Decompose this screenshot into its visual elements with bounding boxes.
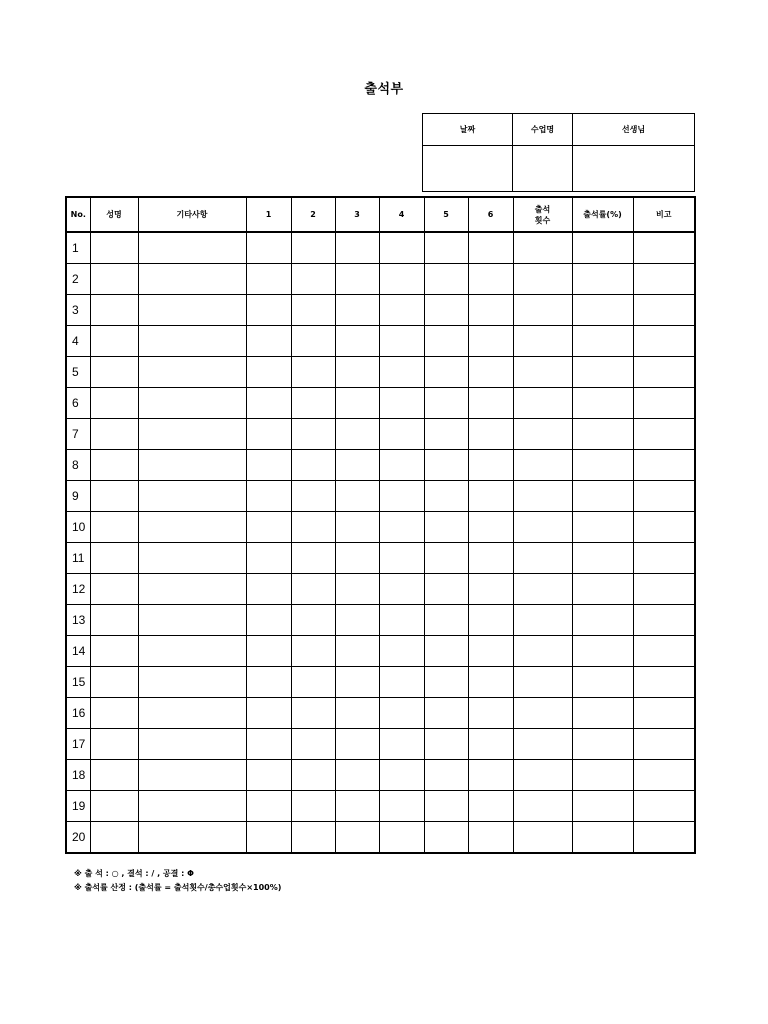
session-2-cell[interactable] (291, 512, 335, 543)
name-cell[interactable] (90, 264, 138, 295)
attendance-count-cell[interactable] (513, 481, 572, 512)
session-4-cell[interactable] (379, 543, 424, 574)
session-3-cell[interactable] (335, 574, 379, 605)
row-number: 20 (66, 822, 90, 854)
table-row (66, 791, 695, 822)
session-2-cell[interactable] (291, 357, 335, 388)
session-6-cell[interactable] (468, 419, 513, 450)
col-header-attendance-count: 출석 횟수 (513, 197, 572, 232)
name-cell[interactable] (90, 232, 138, 264)
table-row (66, 388, 695, 419)
row-number: 18 (66, 760, 90, 791)
session-5-cell[interactable] (424, 574, 468, 605)
session-3-cell[interactable] (335, 295, 379, 326)
session-1-cell[interactable] (246, 295, 291, 326)
session-4-cell[interactable] (379, 574, 424, 605)
notes-cell[interactable] (633, 698, 695, 729)
notes-cell[interactable] (633, 667, 695, 698)
attendance-count-cell[interactable] (513, 326, 572, 357)
session-6-cell[interactable] (468, 760, 513, 791)
session-2-cell[interactable] (291, 264, 335, 295)
notes-cell[interactable] (633, 791, 695, 822)
session-1-cell[interactable] (246, 388, 291, 419)
session-2-cell[interactable] (291, 326, 335, 357)
session-4-cell[interactable] (379, 605, 424, 636)
session-1-cell[interactable] (246, 729, 291, 760)
session-6-cell[interactable] (468, 264, 513, 295)
row-number: 1 (66, 232, 90, 264)
attendance-rate-cell[interactable] (572, 729, 633, 760)
session-4-cell[interactable] (379, 822, 424, 854)
session-1-cell[interactable] (246, 822, 291, 854)
notes-cell[interactable] (633, 481, 695, 512)
session-6-cell[interactable] (468, 481, 513, 512)
attendance-count-cell[interactable] (513, 357, 572, 388)
remarks-cell[interactable] (138, 636, 246, 667)
session-6-cell[interactable] (468, 791, 513, 822)
table-row (66, 636, 695, 667)
notes-cell[interactable] (633, 605, 695, 636)
row-number: 4 (66, 326, 90, 357)
remarks-cell[interactable] (138, 295, 246, 326)
name-cell[interactable] (90, 605, 138, 636)
attendance-rate-cell[interactable] (572, 760, 633, 791)
remarks-cell[interactable] (138, 605, 246, 636)
name-cell[interactable] (90, 419, 138, 450)
notes-cell[interactable] (633, 388, 695, 419)
table-row (66, 543, 695, 574)
session-1-cell[interactable] (246, 636, 291, 667)
name-cell[interactable] (90, 729, 138, 760)
session-6-cell[interactable] (468, 822, 513, 854)
col-header-session-1: 1 (246, 197, 291, 232)
session-2-cell[interactable] (291, 605, 335, 636)
attendance-count-cell[interactable] (513, 605, 572, 636)
remarks-cell[interactable] (138, 574, 246, 605)
notes-cell[interactable] (633, 822, 695, 854)
remarks-cell[interactable] (138, 667, 246, 698)
attendance-rate-cell[interactable] (572, 822, 633, 854)
session-1-cell[interactable] (246, 543, 291, 574)
session-5-cell[interactable] (424, 295, 468, 326)
attendance-count-cell[interactable] (513, 512, 572, 543)
attendance-count-cell[interactable] (513, 232, 572, 264)
session-6-cell[interactable] (468, 667, 513, 698)
row-number: 7 (66, 419, 90, 450)
session-1-cell[interactable] (246, 791, 291, 822)
remarks-cell[interactable] (138, 326, 246, 357)
attendance-rate-cell[interactable] (572, 388, 633, 419)
session-2-cell[interactable] (291, 450, 335, 481)
session-4-cell[interactable] (379, 357, 424, 388)
table-row (66, 232, 695, 264)
teacher-header: 선생님 (573, 114, 695, 146)
session-6-cell[interactable] (468, 636, 513, 667)
remarks-cell[interactable] (138, 481, 246, 512)
attendance-legend: ※ 출 석 : ○ , 결석 : / , 공결 : Φ (74, 869, 194, 878)
session-2-cell[interactable] (291, 388, 335, 419)
session-6-cell[interactable] (468, 295, 513, 326)
name-cell[interactable] (90, 760, 138, 791)
table-row (66, 326, 695, 357)
name-cell[interactable] (90, 667, 138, 698)
session-6-cell[interactable] (468, 450, 513, 481)
name-cell[interactable] (90, 295, 138, 326)
name-cell[interactable] (90, 698, 138, 729)
class-info-table (422, 113, 695, 192)
attendance-rate-cell[interactable] (572, 419, 633, 450)
attendance-rate-cell[interactable] (572, 574, 633, 605)
name-cell[interactable] (90, 636, 138, 667)
remarks-cell[interactable] (138, 232, 246, 264)
session-4-cell[interactable] (379, 791, 424, 822)
session-3-cell[interactable] (335, 264, 379, 295)
attendance-count-cell[interactable] (513, 822, 572, 854)
session-2-cell[interactable] (291, 667, 335, 698)
session-1-cell[interactable] (246, 357, 291, 388)
attendance-count-cell[interactable] (513, 791, 572, 822)
session-6-cell[interactable] (468, 512, 513, 543)
remarks-cell[interactable] (138, 760, 246, 791)
table-row (66, 698, 695, 729)
session-1-cell[interactable] (246, 326, 291, 357)
notes-cell[interactable] (633, 574, 695, 605)
session-5-cell[interactable] (424, 791, 468, 822)
name-cell[interactable] (90, 822, 138, 854)
session-3-cell[interactable] (335, 760, 379, 791)
session-6-cell[interactable] (468, 729, 513, 760)
table-row (66, 419, 695, 450)
name-cell[interactable] (90, 791, 138, 822)
notes-cell[interactable] (633, 419, 695, 450)
remarks-cell[interactable] (138, 791, 246, 822)
session-5-cell[interactable] (424, 357, 468, 388)
attendance-count-cell[interactable] (513, 450, 572, 481)
row-number: 19 (66, 791, 90, 822)
row-number: 13 (66, 605, 90, 636)
name-cell[interactable] (90, 326, 138, 357)
notes-cell[interactable] (633, 450, 695, 481)
name-cell[interactable] (90, 481, 138, 512)
col-header-notes: 비고 (633, 197, 695, 232)
session-4-cell[interactable] (379, 760, 424, 791)
session-4-cell[interactable] (379, 232, 424, 264)
table-row (66, 667, 695, 698)
row-number: 12 (66, 574, 90, 605)
session-5-cell[interactable] (424, 232, 468, 264)
session-3-cell[interactable] (335, 667, 379, 698)
table-row (66, 574, 695, 605)
session-5-cell[interactable] (424, 450, 468, 481)
session-5-cell[interactable] (424, 388, 468, 419)
notes (74, 867, 281, 895)
session-1-cell[interactable] (246, 512, 291, 543)
remarks-cell[interactable] (138, 388, 246, 419)
session-1-cell[interactable] (246, 450, 291, 481)
attendance-rate-cell[interactable] (572, 326, 633, 357)
notes-cell[interactable] (633, 264, 695, 295)
session-2-cell[interactable] (291, 232, 335, 264)
session-6-cell[interactable] (468, 574, 513, 605)
name-cell[interactable] (90, 450, 138, 481)
attendance-rate-cell[interactable] (572, 481, 633, 512)
attendance-rate-cell[interactable] (572, 543, 633, 574)
session-4-cell[interactable] (379, 698, 424, 729)
session-3-cell[interactable] (335, 357, 379, 388)
session-2-cell[interactable] (291, 419, 335, 450)
row-number: 16 (66, 698, 90, 729)
session-3-cell[interactable] (335, 419, 379, 450)
notes-cell[interactable] (633, 326, 695, 357)
session-4-cell[interactable] (379, 636, 424, 667)
date-cell[interactable] (423, 146, 513, 192)
name-cell[interactable] (90, 512, 138, 543)
date-header: 날짜 (423, 114, 513, 146)
session-1-cell[interactable] (246, 481, 291, 512)
notes-cell[interactable] (633, 357, 695, 388)
row-number: 10 (66, 512, 90, 543)
remarks-cell[interactable] (138, 698, 246, 729)
attendance-rate-cell[interactable] (572, 264, 633, 295)
table-row (66, 295, 695, 326)
table-row (66, 512, 695, 543)
row-number: 2 (66, 264, 90, 295)
session-5-cell[interactable] (424, 636, 468, 667)
table-row (66, 357, 695, 388)
session-1-cell[interactable] (246, 760, 291, 791)
notes-cell[interactable] (633, 636, 695, 667)
attendance-count-cell[interactable] (513, 419, 572, 450)
col-header-session-2: 2 (291, 197, 335, 232)
session-2-cell[interactable] (291, 791, 335, 822)
remarks-cell[interactable] (138, 512, 246, 543)
table-row (66, 822, 695, 854)
attendance-count-cell[interactable] (513, 760, 572, 791)
attendance-rate-cell[interactable] (572, 295, 633, 326)
col-header-attendance-rate: 출석률(%) (572, 197, 633, 232)
session-2-cell[interactable] (291, 636, 335, 667)
session-5-cell[interactable] (424, 512, 468, 543)
session-5-cell[interactable] (424, 543, 468, 574)
session-3-cell[interactable] (335, 605, 379, 636)
session-6-cell[interactable] (468, 357, 513, 388)
table-row (66, 760, 695, 791)
col-header-name: 성명 (90, 197, 138, 232)
attendance-count-cell[interactable] (513, 295, 572, 326)
session-5-cell[interactable] (424, 605, 468, 636)
row-number: 17 (66, 729, 90, 760)
session-4-cell[interactable] (379, 481, 424, 512)
notes-cell[interactable] (633, 232, 695, 264)
attendance-count-cell[interactable] (513, 543, 572, 574)
table-row (66, 481, 695, 512)
session-3-cell[interactable] (335, 822, 379, 854)
session-3-cell[interactable] (335, 729, 379, 760)
session-3-cell[interactable] (335, 232, 379, 264)
attendance-rate-cell[interactable] (572, 636, 633, 667)
page-title: 출석부 (364, 82, 404, 97)
attendance-count-cell[interactable] (513, 636, 572, 667)
session-6-cell[interactable] (468, 605, 513, 636)
session-5-cell[interactable] (424, 326, 468, 357)
session-3-cell[interactable] (335, 543, 379, 574)
attendance-count-cell[interactable] (513, 574, 572, 605)
attendance-rate-cell[interactable] (572, 357, 633, 388)
notes-cell[interactable] (633, 760, 695, 791)
row-number: 3 (66, 295, 90, 326)
row-number: 5 (66, 357, 90, 388)
table-row (66, 264, 695, 295)
remarks-cell[interactable] (138, 729, 246, 760)
attendance-count-cell[interactable] (513, 729, 572, 760)
session-6-cell[interactable] (468, 232, 513, 264)
session-6-cell[interactable] (468, 698, 513, 729)
session-2-cell[interactable] (291, 698, 335, 729)
row-number: 6 (66, 388, 90, 419)
notes-cell[interactable] (633, 543, 695, 574)
session-5-cell[interactable] (424, 822, 468, 854)
session-5-cell[interactable] (424, 667, 468, 698)
row-number: 9 (66, 481, 90, 512)
session-2-cell[interactable] (291, 574, 335, 605)
class-name-header: 수업명 (513, 114, 573, 146)
table-header-row (66, 197, 695, 232)
session-5-cell[interactable] (424, 760, 468, 791)
session-6-cell[interactable] (468, 388, 513, 419)
session-6-cell[interactable] (468, 326, 513, 357)
attendance-count-cell[interactable] (513, 667, 572, 698)
notes-cell[interactable] (633, 512, 695, 543)
session-4-cell[interactable] (379, 388, 424, 419)
row-number: 11 (66, 543, 90, 574)
col-header-session-5: 5 (424, 197, 468, 232)
session-2-cell[interactable] (291, 822, 335, 854)
session-3-cell[interactable] (335, 481, 379, 512)
session-4-cell[interactable] (379, 729, 424, 760)
attendance-rate-cell[interactable] (572, 232, 633, 264)
session-1-cell[interactable] (246, 419, 291, 450)
attendance-rate-cell[interactable] (572, 450, 633, 481)
attendance-rate-cell[interactable] (572, 512, 633, 543)
session-3-cell[interactable] (335, 636, 379, 667)
attendance-rate-cell[interactable] (572, 791, 633, 822)
col-header-session-4: 4 (379, 197, 424, 232)
session-4-cell[interactable] (379, 667, 424, 698)
session-4-cell[interactable] (379, 295, 424, 326)
session-4-cell[interactable] (379, 512, 424, 543)
remarks-cell[interactable] (138, 419, 246, 450)
attendance-rate-cell[interactable] (572, 667, 633, 698)
session-1-cell[interactable] (246, 574, 291, 605)
session-5-cell[interactable] (424, 481, 468, 512)
remarks-cell[interactable] (138, 543, 246, 574)
session-1-cell[interactable] (246, 264, 291, 295)
col-header-session-3: 3 (335, 197, 379, 232)
session-3-cell[interactable] (335, 512, 379, 543)
remarks-cell[interactable] (138, 822, 246, 854)
session-5-cell[interactable] (424, 698, 468, 729)
session-3-cell[interactable] (335, 698, 379, 729)
session-1-cell[interactable] (246, 698, 291, 729)
col-header-remarks: 기타사항 (138, 197, 246, 232)
col-header-no: No. (66, 197, 90, 232)
session-5-cell[interactable] (424, 729, 468, 760)
col-header-session-6: 6 (468, 197, 513, 232)
session-1-cell[interactable] (246, 232, 291, 264)
teacher-cell[interactable] (573, 146, 695, 192)
session-3-cell[interactable] (335, 450, 379, 481)
row-number: 15 (66, 667, 90, 698)
attendance-count-cell[interactable] (513, 388, 572, 419)
name-cell[interactable] (90, 357, 138, 388)
session-4-cell[interactable] (379, 419, 424, 450)
row-number: 8 (66, 450, 90, 481)
remarks-cell[interactable] (138, 450, 246, 481)
attendance-count-cell[interactable] (513, 698, 572, 729)
table-row (66, 729, 695, 760)
row-number: 14 (66, 636, 90, 667)
name-cell[interactable] (90, 543, 138, 574)
session-3-cell[interactable] (335, 388, 379, 419)
name-cell[interactable] (90, 388, 138, 419)
session-1-cell[interactable] (246, 605, 291, 636)
session-2-cell[interactable] (291, 543, 335, 574)
table-row (66, 450, 695, 481)
name-cell[interactable] (90, 574, 138, 605)
class-name-cell[interactable] (513, 146, 573, 192)
table-row (66, 605, 695, 636)
session-4-cell[interactable] (379, 264, 424, 295)
session-2-cell[interactable] (291, 729, 335, 760)
attendance-table (65, 196, 696, 854)
notes-cell[interactable] (633, 729, 695, 760)
attendance-rate-formula: ※ 출석률 산정 : (출석률 = 출석횟수/총수업횟수×100%) (74, 883, 282, 892)
session-3-cell[interactable] (335, 791, 379, 822)
session-2-cell[interactable] (291, 481, 335, 512)
session-3-cell[interactable] (335, 326, 379, 357)
session-5-cell[interactable] (424, 264, 468, 295)
notes-cell[interactable] (633, 295, 695, 326)
session-6-cell[interactable] (468, 543, 513, 574)
session-2-cell[interactable] (291, 760, 335, 791)
remarks-cell[interactable] (138, 357, 246, 388)
session-5-cell[interactable] (424, 419, 468, 450)
remarks-cell[interactable] (138, 264, 246, 295)
attendance-rate-cell[interactable] (572, 605, 633, 636)
attendance-count-cell[interactable] (513, 264, 572, 295)
session-4-cell[interactable] (379, 450, 424, 481)
session-4-cell[interactable] (379, 326, 424, 357)
session-1-cell[interactable] (246, 667, 291, 698)
session-2-cell[interactable] (291, 295, 335, 326)
attendance-rate-cell[interactable] (572, 698, 633, 729)
